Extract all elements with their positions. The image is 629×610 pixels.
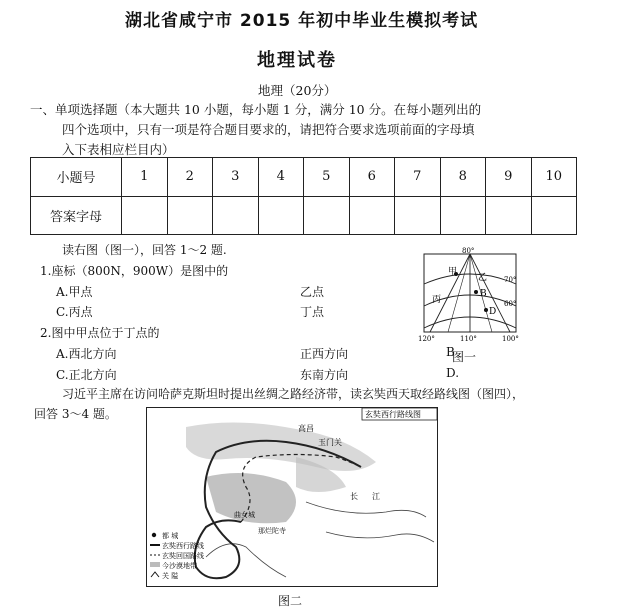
table-row	[31, 158, 577, 197]
figure1-caption: 图一	[452, 350, 477, 364]
question-number-cell: 9	[486, 158, 532, 197]
label-lon-120: 120°	[418, 335, 435, 342]
answer-cell[interactable]	[486, 196, 532, 235]
label-lon-100: 100°	[502, 335, 519, 342]
section1-line3: 入下表相应栏目内）	[62, 142, 175, 157]
label-yi: 乙	[478, 273, 488, 283]
label-yumenguan: 玉门关	[318, 438, 342, 447]
label-lat-70: 70°	[504, 276, 517, 284]
exam-title: 湖北省咸宁市 2015 年初中毕业生模拟考试	[125, 11, 479, 31]
q2-option-b: 正西方向	[300, 347, 349, 361]
label-gaochang: 高昌	[298, 424, 314, 433]
label-jiang: 江	[372, 492, 380, 501]
question-number-cell: 4	[258, 158, 304, 197]
label-qunv: 曲女城	[234, 511, 255, 519]
paper-subtitle: 地理试卷	[257, 50, 337, 71]
row-label-question-number: 小题号	[31, 158, 122, 197]
label-lat-60: 60°	[504, 300, 517, 308]
figure1-map	[418, 244, 524, 342]
question-intro-2-line2: 回答 3～4 题。	[34, 407, 117, 421]
answer-cell[interactable]	[349, 196, 395, 235]
answer-cell[interactable]	[122, 196, 168, 235]
section1-line2: 四个选项中，只有一项是符合题目要求的，请把符合要求选项前面的字母填	[62, 122, 475, 137]
map-title: 玄奘西行路线图	[365, 410, 421, 419]
label-nalan: 那烂陀寺	[258, 527, 286, 535]
question-number-cell: 7	[395, 158, 441, 197]
question-number-cell: 8	[440, 158, 486, 197]
question-number-cell: 1	[122, 158, 168, 197]
q1-stem: 1.座标（800N，900W）是图中的	[40, 264, 229, 278]
svg-text:都 城: 都 城	[162, 532, 179, 540]
answer-cell[interactable]	[213, 196, 259, 235]
figure2-caption: 图二	[278, 594, 303, 608]
svg-text:玄奘回国路线: 玄奘回国路线	[162, 552, 204, 560]
answer-cell[interactable]	[167, 196, 213, 235]
question-number-cell: 10	[531, 158, 577, 197]
label-lon-110: 110°	[460, 335, 477, 342]
answer-cell[interactable]	[304, 196, 350, 235]
point-d	[484, 308, 488, 312]
answer-table	[30, 157, 577, 235]
label-jia: 甲	[448, 267, 458, 277]
question-number-cell: 2	[167, 158, 213, 197]
q2-letter-d: D.	[446, 366, 460, 380]
q2-option-a: A.西北方向	[56, 347, 117, 361]
figure2-map	[146, 407, 438, 587]
svg-text:关 隘: 关 隘	[162, 572, 179, 580]
row-label-answer: 答案字母	[31, 196, 122, 235]
q2-letter-b: B	[446, 345, 455, 359]
q1-option-d: 丁点	[300, 305, 325, 319]
q2-option-c: C.正北方向	[56, 368, 117, 382]
q1-option-a: A.甲点	[56, 285, 93, 299]
question-number-cell: 5	[304, 158, 350, 197]
score-line: 地理（20分）	[258, 83, 337, 98]
answer-cell[interactable]	[440, 196, 486, 235]
table-row	[31, 196, 577, 235]
question-number-cell: 6	[349, 158, 395, 197]
point-b	[474, 290, 478, 294]
question-number-cell: 3	[213, 158, 259, 197]
q2-stem: 2.图中甲点位于丁点的	[40, 326, 160, 340]
label-d: D	[489, 307, 497, 317]
label-b: B	[480, 289, 487, 299]
question-intro-2-line1: 习近平主席在访问哈萨克斯坦时提出丝绸之路经济带，读玄奘西天取经路线图（图四），	[62, 387, 525, 401]
q1-option-c: C.丙点	[56, 305, 93, 319]
q2-option-d: 东南方向	[300, 368, 349, 382]
label-chang: 长	[350, 492, 358, 501]
svg-text:今沙漠地带: 今沙漠地带	[162, 562, 197, 570]
answer-cell[interactable]	[395, 196, 441, 235]
svg-text:玄奘西行路线: 玄奘西行路线	[162, 542, 204, 550]
answer-cell[interactable]	[258, 196, 304, 235]
answer-cell[interactable]	[531, 196, 577, 235]
section1-line1: 一、单项选择题（本大题共 10 小题，每小题 1 分，满分 10 分。在每小题列出的	[30, 102, 482, 117]
question-intro-1: 读右图（图一），回答 1～2 题.	[62, 243, 227, 257]
q1-option-b: 乙点	[300, 285, 325, 299]
label-bing: 丙	[432, 295, 442, 305]
label-lat-top: 80°	[462, 247, 475, 255]
